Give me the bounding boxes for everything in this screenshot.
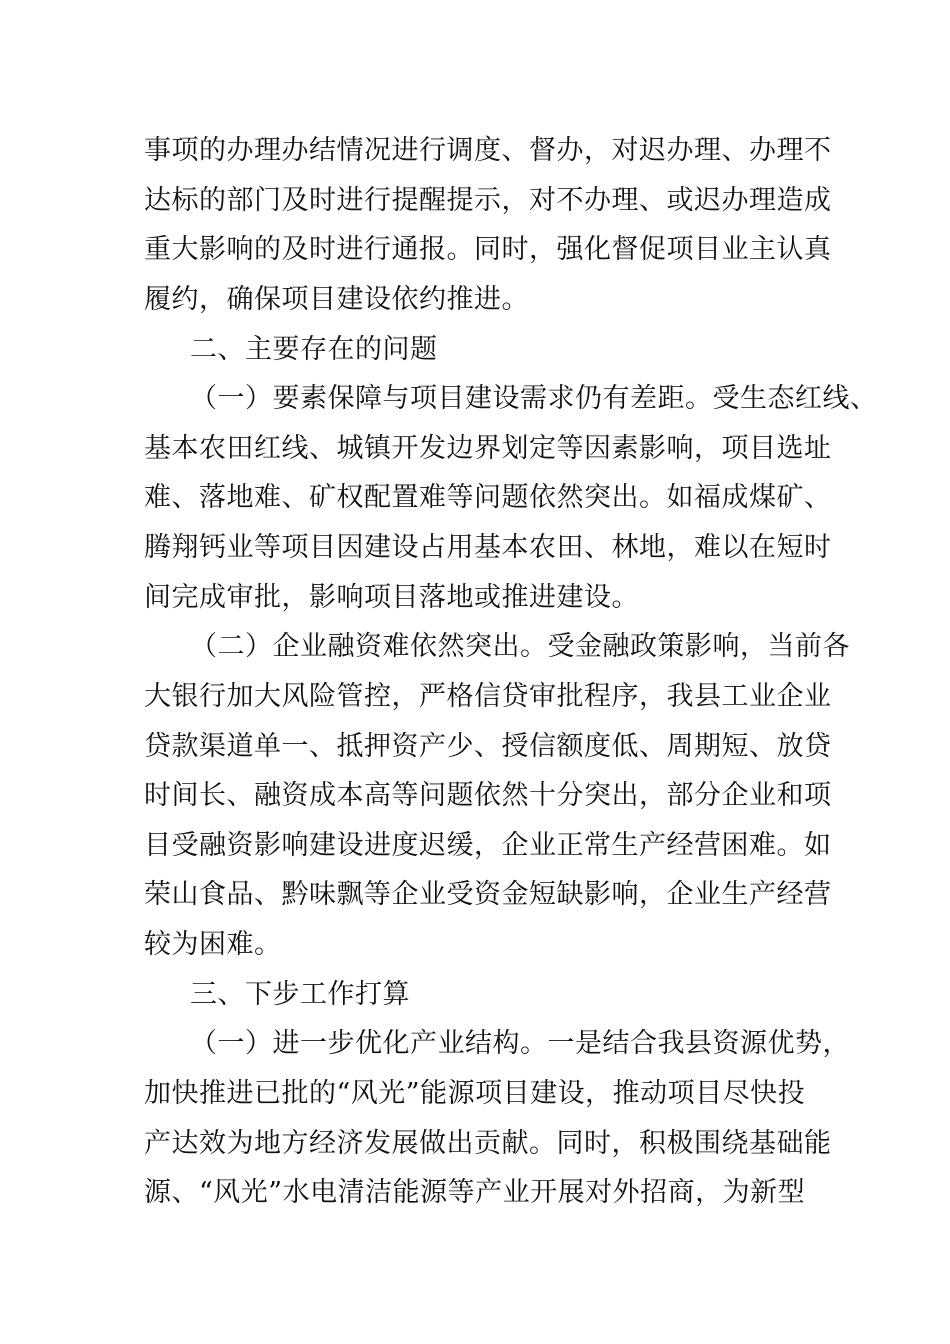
paragraph-line: 大银行加大风险管控，严格信贷审批程序，我县工业企业	[144, 681, 832, 712]
paragraph-line: 重大影响的及时进行通报。同时，强化督促项目业主认真	[144, 234, 832, 265]
paragraph-line: 贷款渠道单一、抵押资产少、授信额度低、周期短、放贷	[144, 731, 832, 762]
paragraph-line: （一）要素保障与项目建设需求仍有差距。受生态红线、	[190, 383, 878, 414]
paragraph-line: （一）进一步优化产业结构。一是结合我县资源优势，	[190, 1028, 850, 1059]
paragraph-line: 达标的部门及时进行提醒提示，对不办理、或迟办理造成	[144, 185, 832, 216]
paragraph-line: 事项的办理办结情况进行调度、督办，对迟办理、办理不	[144, 135, 832, 166]
paragraph-line: 难、落地难、矿权配置难等问题依然突出。如福成煤矿、	[144, 482, 832, 513]
paragraph-line: 源、“风光”水电清洁能源等产业开展对外招商，为新型	[144, 1177, 806, 1208]
section-heading: 二、主要存在的问题	[190, 334, 438, 365]
section-heading: 三、下步工作打算	[190, 979, 410, 1010]
paragraph-line: 腾翔钙业等项目因建设占用基本农田、林地，难以在短时	[144, 532, 832, 563]
paragraph-line: 荣山食品、黔味飘等企业受资金短缺影响，企业生产经营	[144, 879, 832, 910]
paragraph-line: 履约，确保项目建设依约推进。	[144, 284, 529, 315]
paragraph-line: 目受融资影响建设进度迟缓，企业正常生产经营困难。如	[144, 830, 832, 861]
paragraph-line: 间完成审批，影响项目落地或推进建设。	[144, 582, 639, 613]
paragraph-line: 时间长、融资成本高等问题依然十分突出，部分企业和项	[144, 780, 832, 811]
paragraph-line: 基本农田红线、城镇开发边界划定等因素影响，项目选址	[144, 433, 832, 464]
paragraph-line: 加快推进已批的“风光”能源项目建设，推动项目尽快投	[144, 1078, 806, 1109]
paragraph-line: （二）企业融资难依然突出。受金融政策影响，当前各	[190, 631, 850, 662]
paragraph-line: 较为困难。	[144, 929, 282, 960]
paragraph-line: 产达效为地方经济发展做出贡献。同时，积极围绕基础能	[144, 1128, 832, 1159]
